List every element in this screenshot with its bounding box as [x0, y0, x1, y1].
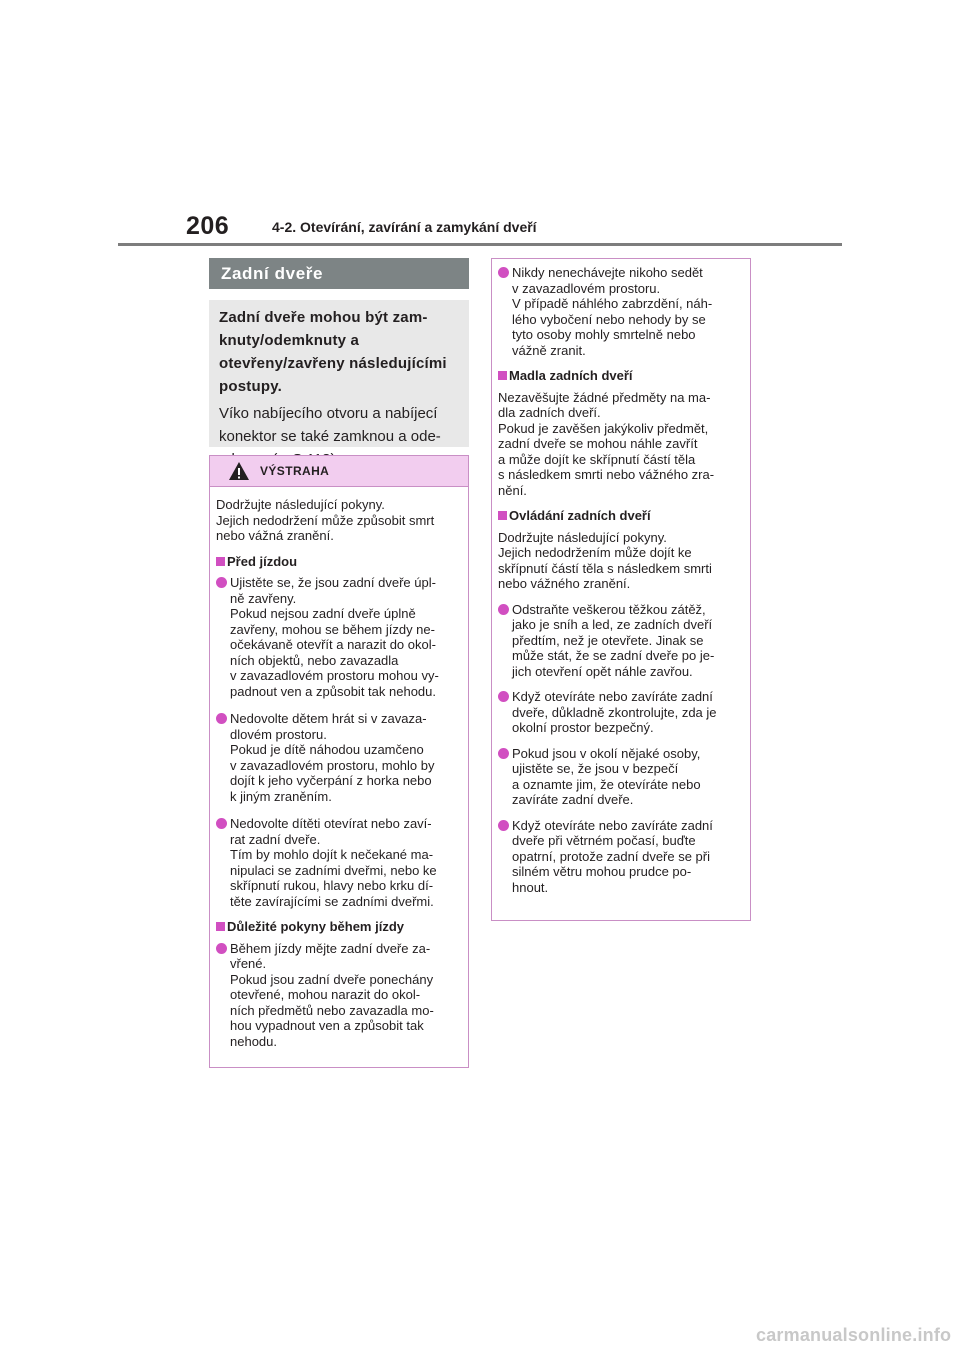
text-line: otevřené, mohou narazit do okol-	[230, 987, 421, 1002]
text-line: nipulaci se zadními dveřmi, nebo ke	[230, 862, 437, 878]
subsection-heading	[216, 919, 462, 935]
round-bullet-icon	[498, 691, 509, 702]
text-line: vážně zranit.	[512, 342, 586, 358]
round-bullet-icon	[216, 713, 227, 724]
text-line: nebo vážného zranění.	[498, 576, 631, 591]
spacer	[498, 498, 744, 508]
spacer	[216, 487, 462, 497]
page-number: 206	[186, 212, 230, 240]
warning-intro	[216, 497, 462, 544]
subsection-heading	[498, 368, 744, 384]
text-line: Jejich nedodržení může způsobit smrt	[216, 512, 435, 528]
text-line: a může dojít ke skřípnutí částí těla	[498, 451, 696, 467]
text-line: Nikdy nenechávejte nikoho sedět	[512, 265, 703, 280]
text-line: okolní prostor bezpečný.	[512, 720, 654, 735]
bullet-item	[216, 711, 462, 804]
text-line: předtím, než je otevřete. Jinak se	[512, 632, 704, 648]
text-line: v zavazadlovém prostoru, mohlo by	[230, 757, 435, 773]
intro-note: Víko nabíjecího otvoru a nabíjecí konektor se také zamknou a ode	[219, 405, 441, 445]
bullet-item	[498, 689, 744, 736]
text-line: dla zadních dveří.	[498, 405, 601, 420]
text-line: skřípnutí rukou, hlavy nebo krku dí-	[230, 878, 434, 893]
warning-box	[209, 455, 469, 1068]
intro-text: Zadní dveře mohou být zamknuty/odemknuty a otevřeny/zavřeny následujícími postupy.	[219, 309, 447, 395]
text-line: V případě náhlého zabrzdění, náh-	[512, 296, 713, 311]
paragraph	[498, 530, 744, 592]
round-bullet-icon	[216, 943, 227, 954]
text-line: těte zavírajícími se zadními dveřmi.	[230, 893, 434, 909]
text-line: ních objektů, nebo zavazadla	[230, 652, 399, 668]
text-line: opatrní, protože zadní dveře se při	[512, 848, 711, 864]
text-line: Jejich nedodržením může dojít ke	[498, 545, 692, 560]
text-line: Nedovolte dětem hrát si v zavaza-	[230, 711, 427, 726]
text-line: Pokud jsou zadní dveře ponechány	[230, 971, 434, 987]
text-line: ních předmětů nebo zavazadla mo-	[230, 1002, 434, 1018]
text-line: vřené.	[230, 956, 267, 971]
square-bullet-icon	[216, 557, 225, 566]
text-line: tyto osoby mohly smrtelně nebo	[512, 327, 696, 342]
bullet-item	[498, 746, 744, 808]
section-title: Zadní dveře	[209, 258, 469, 289]
text-line: Odstraňte veškerou těžkou zátěž,	[512, 601, 706, 617]
text-line: dveře, důkladně zkontrolujte, zda je	[512, 704, 717, 720]
round-bullet-icon	[498, 604, 509, 615]
bullet-item	[216, 816, 462, 909]
subsection-heading-text: Důležité pokyny během jízdy	[227, 919, 404, 934]
text-line: v zavazadlovém prostoru.	[512, 280, 661, 296]
text-line: ujistěte se, že jsou v bezpečí	[512, 761, 679, 776]
spacer	[216, 544, 462, 554]
subsection-heading	[216, 554, 462, 570]
paragraph	[498, 390, 744, 499]
text-line: silném větru mohou prudce po-	[512, 864, 692, 879]
square-bullet-icon	[216, 922, 225, 931]
text-line: jako je sníh a led, ze zadních dveří	[512, 617, 713, 632]
text-line: v zavazadlovém prostoru mohou vy-	[230, 668, 439, 683]
text-line: dojít k jeho vyčerpání z horka nebo	[230, 773, 432, 788]
text-line: hnout.	[512, 879, 549, 895]
text-line: hou vypadnout ven a způsobit tak	[230, 1018, 424, 1033]
text-line: Když otevíráte nebo zavíráte zadní	[512, 817, 713, 833]
bullet-item	[498, 265, 744, 358]
text-line: nění.	[498, 482, 527, 498]
bullet-item	[498, 818, 744, 896]
round-bullet-icon	[498, 267, 509, 278]
warning-header	[210, 456, 468, 487]
footer-watermark: carmanualsonline.info	[756, 1325, 952, 1345]
round-bullet-icon	[216, 577, 227, 588]
warning-title: VÝSTRAHA	[260, 464, 330, 478]
subsection-heading-text: Před jízdou	[227, 553, 298, 569]
text-line: ně zavřeny.	[230, 590, 297, 606]
text-line: dlovém prostoru.	[230, 726, 327, 742]
text-line: Když otevíráte nebo zavíráte zadní	[512, 689, 713, 704]
text-line: rat zadní dveře.	[230, 831, 321, 847]
text-line: Dodržujte následující pokyny.	[216, 497, 385, 512]
spacer	[498, 808, 744, 818]
text-line: jich otevření opět náhle zavřou.	[512, 663, 693, 679]
text-line: Tím by mohlo dojít k nečekané ma-	[230, 847, 434, 862]
text-line: zadní dveře se mohou náhle zavřít	[498, 436, 698, 451]
subsection-heading	[498, 508, 744, 524]
warning-triangle-icon	[228, 461, 250, 481]
text-line: Nedovolte dítěti otevírat nebo zaví-	[230, 816, 432, 831]
spacer	[498, 592, 744, 602]
text-line: Nezavěšujte žádné předměty na ma-	[498, 389, 711, 405]
spacer	[498, 358, 744, 368]
square-bullet-icon	[498, 511, 507, 520]
text-line: padnout ven a způsobit tak nehodu.	[230, 683, 436, 699]
text-line: Dodržujte následující pokyny.	[498, 529, 667, 545]
text-line: Během jízdy mějte zadní dveře za-	[230, 940, 431, 956]
spacer	[498, 679, 744, 689]
text-line: Pokud je zavěšen jakýkoliv předmět,	[498, 420, 709, 436]
text-line: Pokud je dítě náhodou uzamčeno	[230, 742, 424, 757]
bullet-item	[498, 602, 744, 680]
text-line: a oznamte jim, že otevíráte nebo	[512, 776, 701, 792]
text-line: může stát, že se zadní dveře po je-	[512, 648, 715, 663]
round-bullet-icon	[216, 818, 227, 829]
text-line: k jiným zraněním.	[230, 788, 332, 804]
text-line: Ujistěte se, že jsou zadní dveře úpl-	[230, 575, 436, 590]
text-line: zavřeny, mohou se během jízdy ne-	[230, 621, 435, 637]
text-line: Pokud jsou v okolí nějaké osoby,	[512, 745, 701, 761]
text-line: očekávaně otevřít a narazit do okol-	[230, 637, 436, 652]
spacer	[498, 736, 744, 746]
chapter-title: 4-2. Otevírání, zavírání a zamykání dveří	[272, 219, 537, 235]
text-line: lého vybočení nebo nehody by se	[512, 311, 706, 327]
warning-body	[210, 487, 468, 1049]
text-line: s následkem smrti nebo vážného zra-	[498, 467, 715, 482]
header-divider	[118, 243, 842, 246]
intro-box	[209, 300, 469, 447]
text-line: skřípnutí částí těla s následkem smrti	[498, 560, 712, 576]
subsection-heading-text: Madla zadních dveří	[509, 368, 633, 383]
round-bullet-icon	[498, 820, 509, 831]
subsection-heading-text: Ovládání zadních dveří	[509, 508, 651, 523]
bullet-item	[216, 575, 462, 699]
text-line: nehodu.	[230, 1033, 277, 1049]
round-bullet-icon	[498, 748, 509, 759]
square-bullet-icon	[498, 371, 507, 380]
text-line: zavíráte zadní dveře.	[512, 792, 634, 807]
spacer	[216, 909, 462, 919]
text-line: nebo vážná zranění.	[216, 528, 334, 543]
warning-box-continued	[491, 258, 751, 921]
text-line: Pokud nejsou zadní dveře úplně	[230, 606, 416, 621]
warning-body-continued	[492, 259, 750, 895]
bullet-item	[216, 941, 462, 1050]
text-line: dveře při větrném počasí, buďte	[512, 833, 696, 848]
